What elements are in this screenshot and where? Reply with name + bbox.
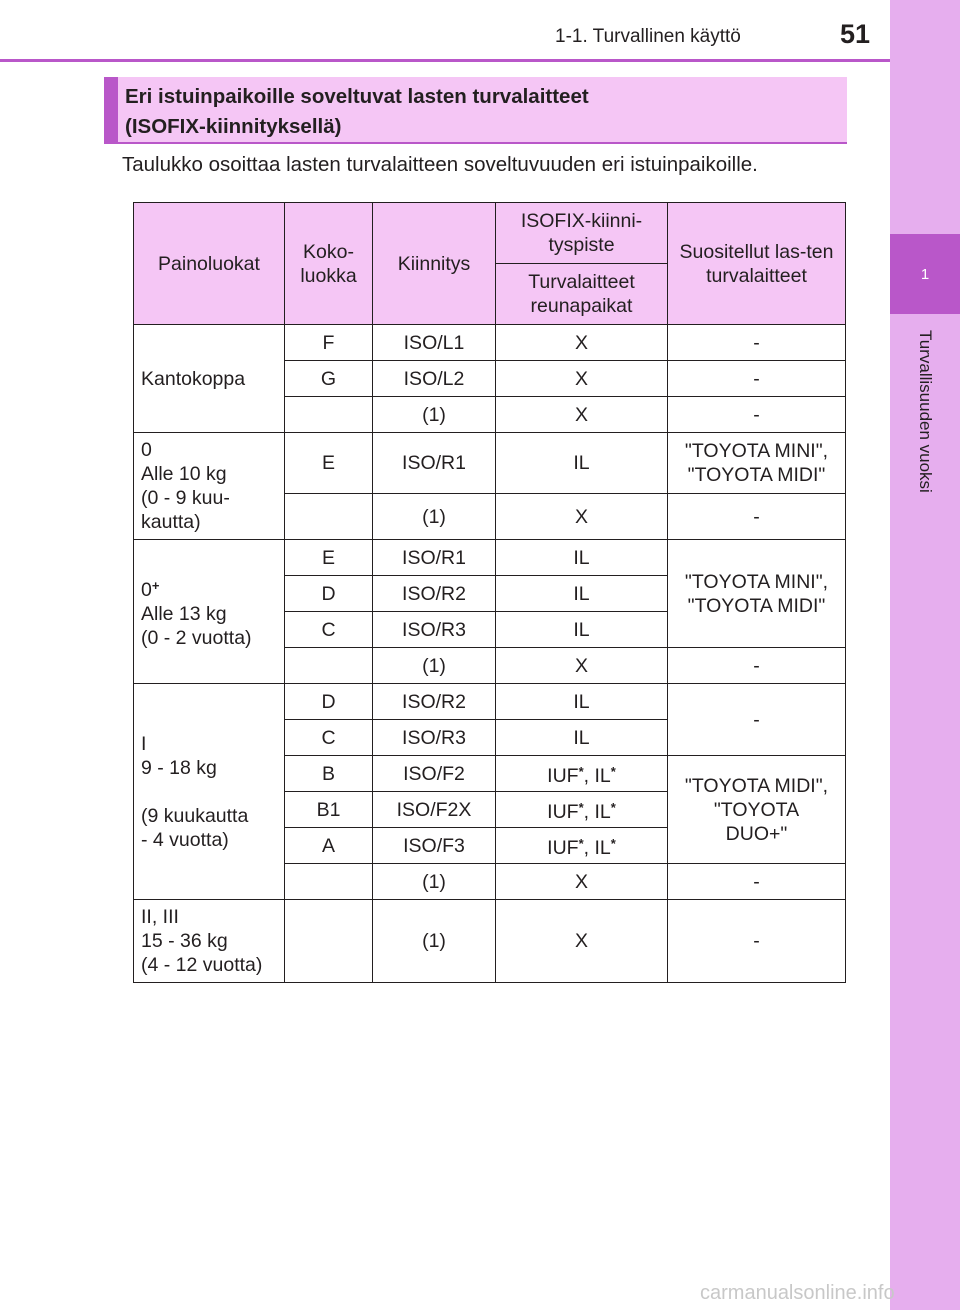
group-0-plus-line: Alle 13 kg xyxy=(141,602,227,625)
group-0-plus-line xyxy=(141,574,280,602)
group-0-plus-base: 0 xyxy=(141,578,152,601)
header-outboard: Turvalaitteet reunapaikat xyxy=(496,264,668,325)
suitability-cell: IL xyxy=(496,684,668,720)
size-cell xyxy=(285,494,373,540)
size-cell xyxy=(285,864,373,900)
group-I-line: (9 kuukautta xyxy=(141,804,249,827)
suitability-cell: X xyxy=(496,494,668,540)
fixture-cell: (1) xyxy=(373,397,496,433)
suitability-cell: IL xyxy=(496,433,668,494)
recommended-line: "TOYOTA MIDI" xyxy=(687,464,826,486)
header-section-title: 1-1. Turvallinen käyttö xyxy=(555,26,741,47)
recommended-cell: - xyxy=(668,684,846,756)
recommended-line: "TOYOTA MIDI", xyxy=(684,774,829,797)
header-rule xyxy=(0,59,890,62)
header-fixture: Kiinnitys xyxy=(373,203,496,325)
recommended-cell xyxy=(668,433,846,494)
group-I-line: I xyxy=(141,732,147,755)
page-number: 51 xyxy=(840,19,871,49)
size-cell: G xyxy=(285,361,373,397)
size-cell: E xyxy=(285,433,373,494)
section-title-line-1: Eri istuinpaikoille soveltuvat lasten turvalaitteet xyxy=(125,85,589,108)
suitability-cell: IL xyxy=(496,540,668,576)
fixture-cell: ISO/L2 xyxy=(373,361,496,397)
footnote-star: * xyxy=(578,763,584,779)
fixture-cell: ISO/R1 xyxy=(373,433,496,494)
size-cell xyxy=(285,397,373,433)
size-cell: D xyxy=(285,684,373,720)
header-weight: Painoluokat xyxy=(134,203,285,325)
group-carrycot: Kantokoppa xyxy=(134,325,285,433)
suitability-cell: IL xyxy=(496,720,668,756)
fixture-cell: (1) xyxy=(373,900,496,983)
size-cell: E xyxy=(285,540,373,576)
group-I xyxy=(134,684,285,900)
section-title-line-2: (ISOFIX-kiinnityksellä) xyxy=(125,115,342,138)
suitability-cell: X xyxy=(496,361,668,397)
group-I-line: - 4 vuotta) xyxy=(141,828,229,851)
recommended-line: "TOYOTA MINI", xyxy=(684,440,829,462)
fixture-cell: ISO/R1 xyxy=(373,540,496,576)
suitability-cell: IL xyxy=(496,612,668,648)
footnote-star: * xyxy=(578,835,584,851)
footnote-star: * xyxy=(578,799,584,815)
chapter-label: Turvallisuuden vuoksi xyxy=(916,330,935,493)
size-cell: D xyxy=(285,576,373,612)
size-cell xyxy=(285,648,373,684)
footnote-star: * xyxy=(610,835,616,851)
suitability-cell: X xyxy=(496,648,668,684)
fixture-cell: ISO/R3 xyxy=(373,720,496,756)
fixture-cell: ISO/F2 xyxy=(373,756,496,792)
section-title-box xyxy=(104,77,847,144)
fixture-cell: (1) xyxy=(373,864,496,900)
header-isofix: ISOFIX-kiinni-tyspiste xyxy=(496,203,668,264)
group-I-line: 9 - 18 kg xyxy=(141,756,217,779)
group-II-III xyxy=(134,900,285,983)
recommended-line: "TOYOTA xyxy=(713,798,800,821)
fixture-cell: ISO/R3 xyxy=(373,612,496,648)
recommended-line: "TOYOTA MINI", xyxy=(684,570,829,593)
recommended-cell: - xyxy=(668,864,846,900)
il-label: , IL xyxy=(583,800,611,823)
size-cell: F xyxy=(285,325,373,361)
suitability-cell: X xyxy=(496,900,668,983)
size-cell: B xyxy=(285,756,373,792)
chapter-tab: 1 xyxy=(890,234,960,314)
group-0-line: kautta) xyxy=(141,511,201,533)
recommended-line: DUO+" xyxy=(725,822,788,845)
suitability-cell: X xyxy=(496,864,668,900)
group-0-line: Alle 10 kg xyxy=(141,463,227,485)
group-II-III-line: 15 - 36 kg xyxy=(141,930,228,952)
iuf-label: IUF xyxy=(547,836,579,859)
suitability-cell xyxy=(496,792,668,828)
watermark: carmanualsonline.info xyxy=(700,1282,895,1304)
group-0-line: 0 xyxy=(141,439,152,461)
suitability-cell: X xyxy=(496,397,668,433)
group-0-plus-sup: + xyxy=(151,577,160,593)
recommended-cell: - xyxy=(668,325,846,361)
fixture-cell: ISO/R2 xyxy=(373,576,496,612)
header-recommended: Suositellut las-ten turvalaitteet xyxy=(668,203,846,325)
recommended-cell: - xyxy=(668,397,846,433)
recommended-cell xyxy=(668,540,846,648)
recommended-cell: - xyxy=(668,361,846,397)
suitability-cell xyxy=(496,756,668,792)
iuf-label: IUF xyxy=(547,800,579,823)
size-cell xyxy=(285,900,373,983)
recommended-cell: - xyxy=(668,900,846,983)
size-cell: A xyxy=(285,828,373,864)
recommended-cell xyxy=(668,756,846,864)
recommended-line: "TOYOTA MIDI" xyxy=(687,594,826,617)
group-0-plus-line: (0 - 2 vuotta) xyxy=(141,626,252,649)
footnote-star: * xyxy=(610,799,616,815)
size-cell: C xyxy=(285,720,373,756)
suitability-cell xyxy=(496,828,668,864)
group-I-line xyxy=(141,780,280,804)
fixture-cell: ISO/R2 xyxy=(373,684,496,720)
side-strip xyxy=(890,0,960,1310)
group-0 xyxy=(134,433,285,540)
group-II-III-line: (4 - 12 vuotta) xyxy=(141,954,263,976)
fixture-cell: ISO/L1 xyxy=(373,325,496,361)
recommended-cell: - xyxy=(668,648,846,684)
size-cell: B1 xyxy=(285,792,373,828)
fixture-cell: ISO/F2X xyxy=(373,792,496,828)
isofix-table xyxy=(133,202,846,983)
size-cell: C xyxy=(285,612,373,648)
intro-text: Taulukko osoittaa lasten turvalaitteen soveltuvuuden eri istuinpaikoille. xyxy=(122,153,758,176)
fixture-cell: ISO/F3 xyxy=(373,828,496,864)
iuf-label: IUF xyxy=(547,764,579,787)
group-0-line: (0 - 9 kuu- xyxy=(141,487,230,509)
suitability-cell: X xyxy=(496,325,668,361)
suitability-cell: IL xyxy=(496,576,668,612)
fixture-cell: (1) xyxy=(373,494,496,540)
header-size: Koko-luokka xyxy=(285,203,373,325)
recommended-cell: - xyxy=(668,494,846,540)
group-II-III-line: II, III xyxy=(141,906,179,928)
il-label: , IL xyxy=(583,764,611,787)
fixture-cell: (1) xyxy=(373,648,496,684)
group-0-plus xyxy=(134,540,285,684)
footnote-star: * xyxy=(610,763,616,779)
il-label: , IL xyxy=(583,836,611,859)
